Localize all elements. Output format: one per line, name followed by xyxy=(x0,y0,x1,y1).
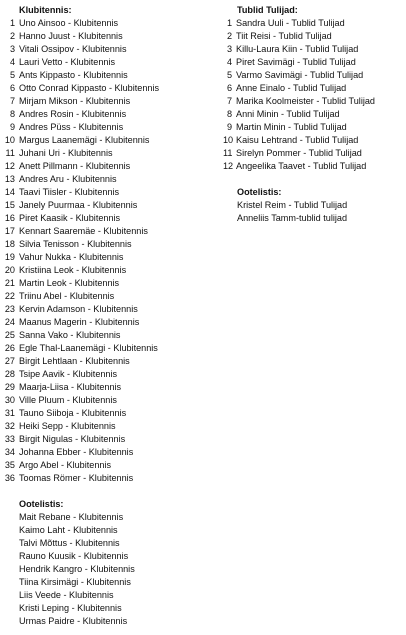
list-item-number: 11 xyxy=(223,148,233,158)
list-item-number: 8 xyxy=(226,109,232,119)
list-item-number: 7 xyxy=(9,96,15,106)
list-item-name: Lauri Vetto - Klubitennis xyxy=(19,57,116,67)
list-item-name: Birgit Nigulas - Klubitennis xyxy=(19,434,126,444)
list-item-name: Anni Minin - Tublid Tulijad xyxy=(236,109,340,119)
list-item-number: 4 xyxy=(226,57,232,67)
list-item-number: 25 xyxy=(4,330,15,340)
list-item xyxy=(4,186,219,199)
list-item-name: Margus Laanemägi - Klubitennis xyxy=(19,135,150,145)
list-item-name: Silvia Tenisson - Klubitennis xyxy=(19,239,132,249)
list-item-number: 12 xyxy=(223,161,234,171)
list-item-number: 19 xyxy=(4,252,15,262)
list-item-number: 17 xyxy=(4,226,15,236)
list-item-name: Piret Savimägi - Tublid Tulijad xyxy=(236,57,356,67)
list-item xyxy=(4,121,219,134)
list-item xyxy=(4,407,219,420)
list-item xyxy=(4,368,219,381)
list-item-name: Sandra Uuli - Tublid Tulijad xyxy=(236,18,345,28)
list-item-name: Andres Püss - Klubitennis xyxy=(19,122,124,132)
list-item-name: Johanna Ebber - Klubitennis xyxy=(19,447,134,457)
list-item-name: Vahur Nukka - Klubitennis xyxy=(19,252,124,262)
list-item-number: 29 xyxy=(4,382,15,392)
list-item-number: 31 xyxy=(4,408,15,418)
list-item-number: 11 xyxy=(5,148,15,158)
list-item xyxy=(4,95,219,108)
waitlist-item: Talvi Mõttus - Klubitennis xyxy=(19,538,120,548)
list-item xyxy=(4,56,219,69)
list-item-name: Maarja-Liisa - Klubitennis xyxy=(19,382,122,392)
list-item xyxy=(4,82,219,95)
list-item-number: 27 xyxy=(4,356,15,366)
list-item-number: 10 xyxy=(4,135,15,145)
list-item-name: Heiki Sepp - Klubitennis xyxy=(19,421,116,431)
list-item xyxy=(223,134,403,147)
list-item-number: 35 xyxy=(4,460,15,470)
list-item xyxy=(4,381,219,394)
klubitennis-column xyxy=(4,0,219,628)
list-item-name: Ville Pluum - Klubitennis xyxy=(19,395,117,405)
list-item-number: 2 xyxy=(9,31,15,41)
list-item-number: 5 xyxy=(226,70,232,80)
list-item-number: 5 xyxy=(9,70,15,80)
list-item xyxy=(223,30,403,43)
list-item xyxy=(4,355,219,368)
list-item-name: Egle Thal-Laanemägi - Klubitennis xyxy=(19,343,158,353)
list-item-number: 24 xyxy=(4,317,15,327)
list-item-number: 13 xyxy=(4,174,15,184)
list-item-name: Killu-Laura Kiin - Tublid Tulijad xyxy=(236,44,359,54)
list-item-name: Maanus Magerin - Klubitennis xyxy=(19,317,140,327)
list-item xyxy=(223,95,403,108)
list-item xyxy=(4,459,219,472)
list-item xyxy=(4,342,219,355)
list-item-number: 32 xyxy=(4,421,15,431)
list-item-number: 20 xyxy=(4,265,15,275)
list-item-number: 22 xyxy=(4,291,15,301)
list-item-name: Janely Puurmaa - Klubitennis xyxy=(19,200,138,210)
list-item-number: 14 xyxy=(4,187,15,197)
list-item xyxy=(4,199,219,212)
list-item-name: Vitali Ossipov - Klubitennis xyxy=(19,44,127,54)
list-item-number: 10 xyxy=(223,135,234,145)
list-item-number: 21 xyxy=(4,278,15,288)
list-item xyxy=(223,17,403,30)
list-item xyxy=(4,43,219,56)
list-item-number: 1 xyxy=(226,18,232,28)
list-item xyxy=(4,303,219,316)
list-item xyxy=(223,108,403,121)
list-item-number: 6 xyxy=(226,83,232,93)
list-item-name: Tsipe Aavik - Klubitennis xyxy=(19,369,118,379)
list-item-number: 16 xyxy=(4,213,15,223)
list-item-name: Tauno Siiboja - Klubitennis xyxy=(19,408,127,418)
list-item xyxy=(4,173,219,186)
list-item xyxy=(4,329,219,342)
list-item-number: 28 xyxy=(4,369,15,379)
list-item xyxy=(4,472,219,485)
list-item-name: Toomas Römer - Klubitennis xyxy=(19,473,134,483)
list-item-number: 8 xyxy=(9,109,15,119)
list-item-name: Hanno Juust - Klubitennis xyxy=(19,31,123,41)
list-item xyxy=(4,433,219,446)
list-item-name: Martin Minin - Tublid Tulijad xyxy=(236,122,347,132)
list-item-name: Marika Koolmeister - Tublid Tulijad xyxy=(236,96,375,106)
list-item xyxy=(4,69,219,82)
list-item-number: 23 xyxy=(4,304,15,314)
list-item-number: 3 xyxy=(226,44,232,54)
list-item xyxy=(223,121,403,134)
list-item-name: Juhani Uri - Klubitennis xyxy=(19,148,113,158)
list-item-number: 4 xyxy=(9,57,15,67)
list-item xyxy=(4,277,219,290)
list-item xyxy=(4,446,219,459)
list-item-name: Argo Abel - Klubitennis xyxy=(19,460,112,470)
list-item xyxy=(223,56,403,69)
klubitennis-list xyxy=(4,17,219,485)
list-item-name: Kervin Adamson - Klubitennis xyxy=(19,304,138,314)
list-item-name: Piret Kaasik - Klubitennis xyxy=(19,213,121,223)
list-item xyxy=(4,30,219,43)
list-item-number: 9 xyxy=(226,122,232,132)
tublid-tulijad-waitlist xyxy=(223,199,403,225)
klubitennis-waitlist-heading: Ootelistis: xyxy=(19,499,64,509)
list-item-number: 36 xyxy=(4,473,15,483)
list-item xyxy=(223,69,403,82)
list-item-name: Sanna Vako - Klubitennis xyxy=(19,330,121,340)
list-item-number: 3 xyxy=(9,44,15,54)
waitlist-item: Urmas Paidre - Klubitennis xyxy=(19,616,128,626)
tublid-tulijad-list xyxy=(223,17,403,173)
list-item-name: Varmo Savimägi - Tublid Tulijad xyxy=(236,70,364,80)
list-item-number: 7 xyxy=(226,96,232,106)
list-item xyxy=(4,225,219,238)
list-item xyxy=(4,238,219,251)
waitlist-item: Hendrik Kangro - Klubitennis xyxy=(19,564,135,574)
list-item xyxy=(4,290,219,303)
list-item-name: Ants Kippasto - Klubitennis xyxy=(19,70,128,80)
list-item-name: Birgit Lehtlaan - Klubitennis xyxy=(19,356,130,366)
list-item-name: Otto Conrad Kippasto - Klubitennis xyxy=(19,83,160,93)
list-item-number: 2 xyxy=(226,31,232,41)
tublid-tulijad-column xyxy=(223,0,403,225)
list-item-name: Anett Pillmann - Klubitennis xyxy=(19,161,131,171)
list-item xyxy=(4,264,219,277)
list-item-name: Andres Rosin - Klubitennis xyxy=(19,109,127,119)
list-item-name: Anne Einalo - Tublid Tulijad xyxy=(236,83,347,93)
tublid-tulijad-waitlist-heading: Ootelistis: xyxy=(237,187,282,197)
list-item-name: Sirelyn Pommer - Tublid Tulijad xyxy=(236,148,362,158)
waitlist-item: Tiina Kirsimägi - Klubitennis xyxy=(19,577,131,587)
list-item-number: 18 xyxy=(4,239,15,249)
waitlist-item: Kristi Leping - Klubitennis xyxy=(19,603,122,613)
list-item-number: 26 xyxy=(4,343,15,353)
list-item xyxy=(4,108,219,121)
list-item-name: Kennart Saaremäe - Klubitennis xyxy=(19,226,148,236)
list-item-name: Kristiina Leok - Klubitennis xyxy=(19,265,127,275)
klubitennis-heading: Klubitennis: xyxy=(19,5,72,15)
list-item xyxy=(4,420,219,433)
list-item-number: 33 xyxy=(4,434,15,444)
list-item-name: Tiit Reisi - Tublid Tulijad xyxy=(236,31,332,41)
list-item-name: Kaisu Lehtrand - Tublid Tulijad xyxy=(236,135,359,145)
list-item xyxy=(4,160,219,173)
list-item-name: Uno Ainsoo - Klubitennis xyxy=(19,18,119,28)
list-item xyxy=(223,43,403,56)
list-item xyxy=(4,394,219,407)
list-item-name: Martin Leok - Klubitennis xyxy=(19,278,120,288)
waitlist-item: Kristel Reim - Tublid Tulijad xyxy=(237,200,348,210)
waitlist-item: Kaimo Laht - Klubitennis xyxy=(19,525,118,535)
list-item xyxy=(4,17,219,30)
list-item xyxy=(223,147,403,160)
list-item-number: 12 xyxy=(4,161,15,171)
list-item-number: 6 xyxy=(9,83,15,93)
list-item xyxy=(4,251,219,264)
list-item-number: 1 xyxy=(9,18,15,28)
list-item-number: 9 xyxy=(9,122,15,132)
waitlist-item: Rauno Kuusik - Klubitennis xyxy=(19,551,129,561)
list-item-name: Angeelika Taavet - Tublid Tulijad xyxy=(236,161,367,171)
list-item xyxy=(223,160,403,173)
list-item xyxy=(223,82,403,95)
waitlist-item: Anneliis Tamm-tublid tulijad xyxy=(237,213,348,223)
list-item-name: Andres Aru - Klubitennis xyxy=(19,174,117,184)
list-item-number: 34 xyxy=(4,447,15,457)
list-item-number: 30 xyxy=(4,395,15,405)
klubitennis-waitlist xyxy=(4,511,219,628)
waitlist-item: Mait Rebane - Klubitennis xyxy=(19,512,124,522)
list-item-number: 15 xyxy=(4,200,15,210)
list-item-name: Triinu Abel - Klubitennis xyxy=(19,291,115,301)
list-item-name: Mirjam Mikson - Klubitennis xyxy=(19,96,131,106)
list-item xyxy=(4,147,219,160)
list-item xyxy=(4,134,219,147)
tublid-tulijad-heading: Tublid Tulijad: xyxy=(237,5,298,15)
list-item-name: Taavi Tiisler - Klubitennis xyxy=(19,187,120,197)
list-item xyxy=(4,212,219,225)
list-item xyxy=(4,316,219,329)
waitlist-item: Liis Veede - Klubitennis xyxy=(19,590,114,600)
